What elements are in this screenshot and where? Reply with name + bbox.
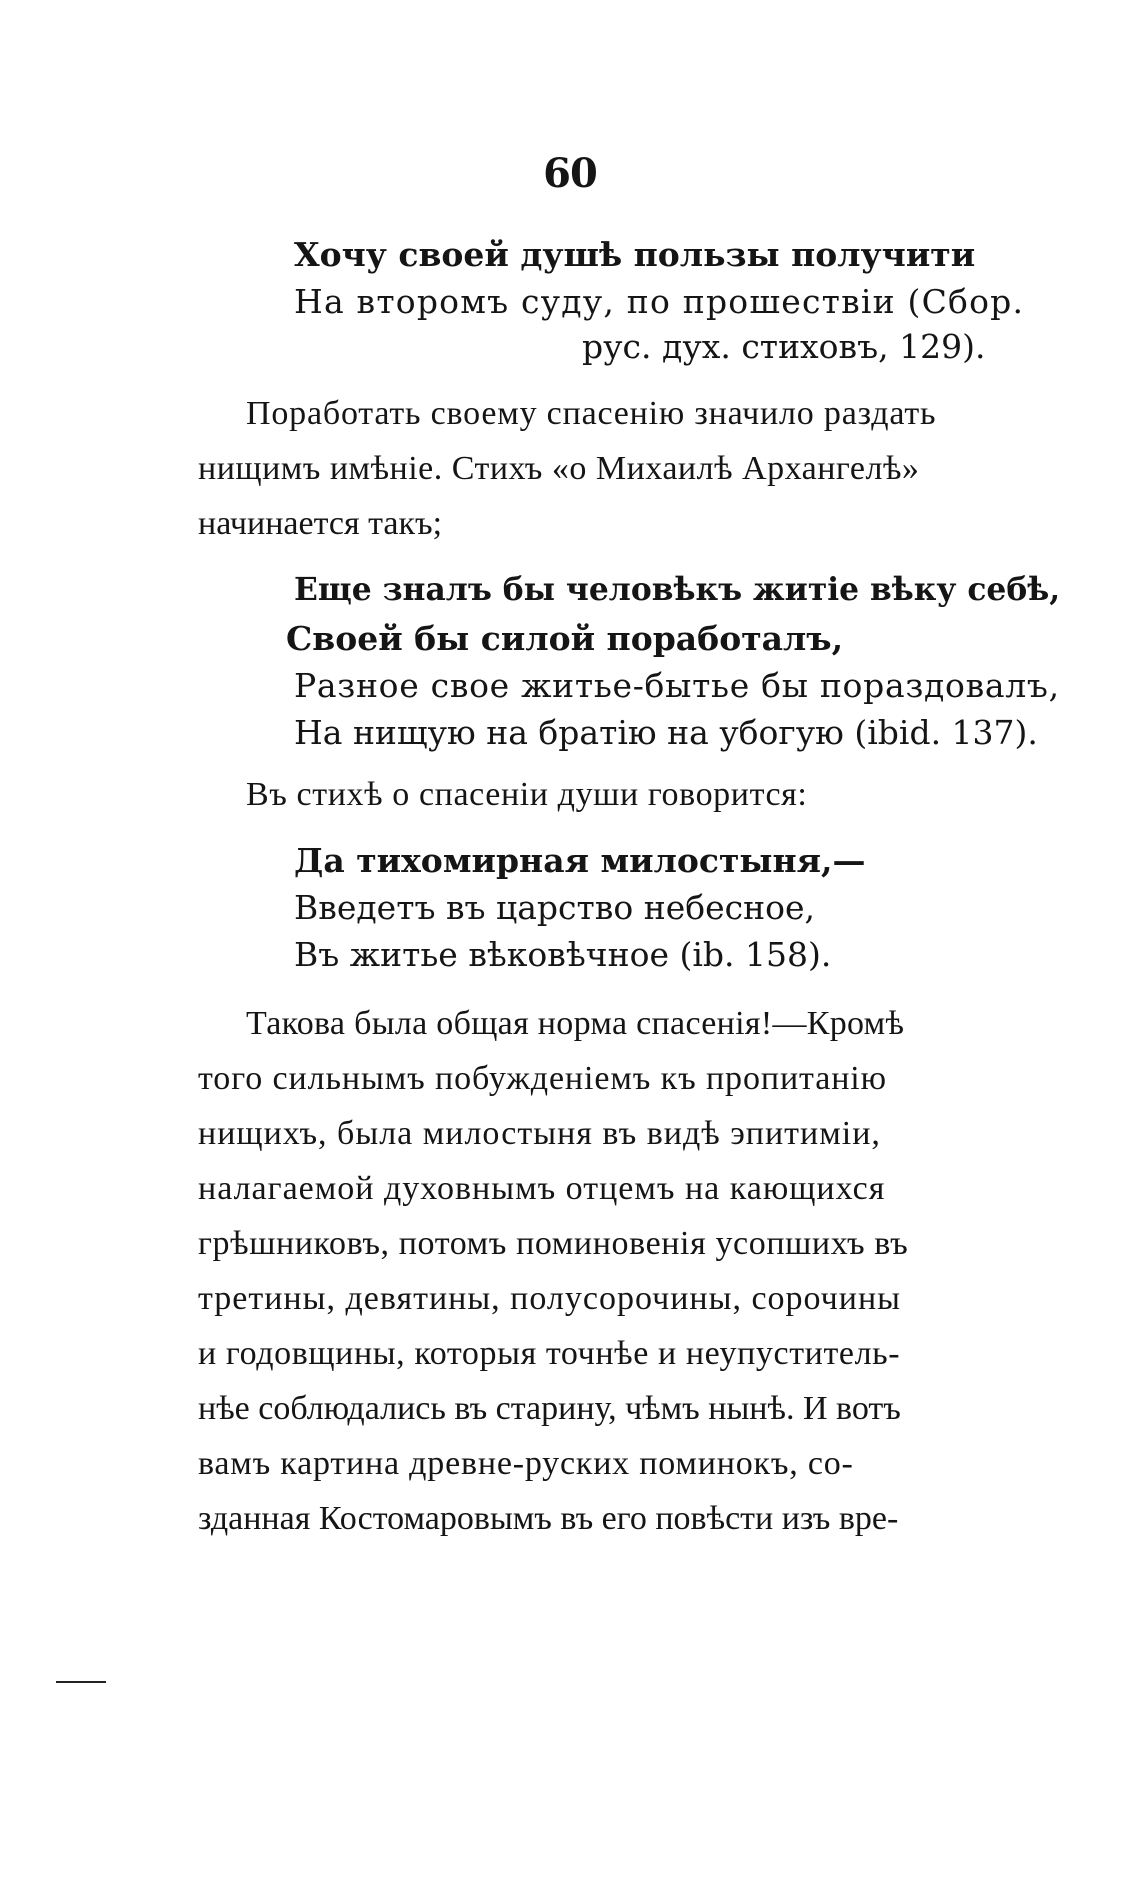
verse-line: Еще зналъ бы человѣкъ житіе вѣку себѣ,: [294, 572, 1061, 608]
prose-line: зданная Костомаровымъ въ его повѣсти изъ вре-: [198, 1500, 899, 1537]
prose-line: Поработать своему спасенію значило раздать: [246, 395, 937, 432]
verse-line: Хочу своей душѣ пользы получити: [294, 235, 976, 274]
verse-line: рус. дух. стиховъ, 129).: [582, 327, 986, 366]
verse-line: Введетъ въ царство небесное,: [294, 888, 815, 927]
prose-line: того сильнымъ побужденіемъ къ пропитанію: [198, 1060, 887, 1097]
verse-line: Да тихомирная милостыня,—: [294, 841, 866, 880]
prose-line: третины, девятины, полусорочины, сорочины: [198, 1280, 901, 1317]
verse-line: На второмъ суду, по прошествіи (Сбор.: [294, 282, 1025, 321]
prose-line: налагаемой духовнымъ отцемъ на кающихся: [198, 1170, 886, 1207]
verse-line: На нищую на братію на убогую (ibid. 137).: [294, 713, 1038, 752]
prose-line: грѣшниковъ, потомъ поминовенія усопшихъ въ: [198, 1225, 909, 1262]
verse-line: Разное свое житье-бытье бы пораздовалъ,: [294, 666, 1060, 705]
page-number: 60: [543, 150, 597, 197]
prose-line: нищихъ, была милостыня въ видѣ эпитиміи,: [198, 1115, 881, 1152]
prose-line: Въ стихѣ о спасеніи души говорится:: [246, 776, 808, 813]
prose-line: начинается такъ;: [198, 505, 443, 542]
prose-line: вамъ картина древне-руских поминокъ, со-: [198, 1445, 854, 1482]
prose-line: нѣе соблюдались въ старину, чѣмъ нынѣ. И вотъ: [198, 1390, 901, 1427]
verse-line: Въ житье вѣковѣчное (ib. 158).: [294, 935, 832, 974]
prose-line: Такова была общая норма спасенія!—Кромѣ: [246, 1005, 905, 1042]
footnote-rule: [56, 1681, 106, 1683]
verse-line: Своей бы силой поработалъ,: [286, 619, 844, 658]
prose-line: нищимъ имѣніе. Стихъ «о Михаилѣ Архангелѣ»: [198, 450, 920, 487]
prose-line: и годовщины, которыя точнѣе и неупуститель-: [198, 1335, 901, 1372]
